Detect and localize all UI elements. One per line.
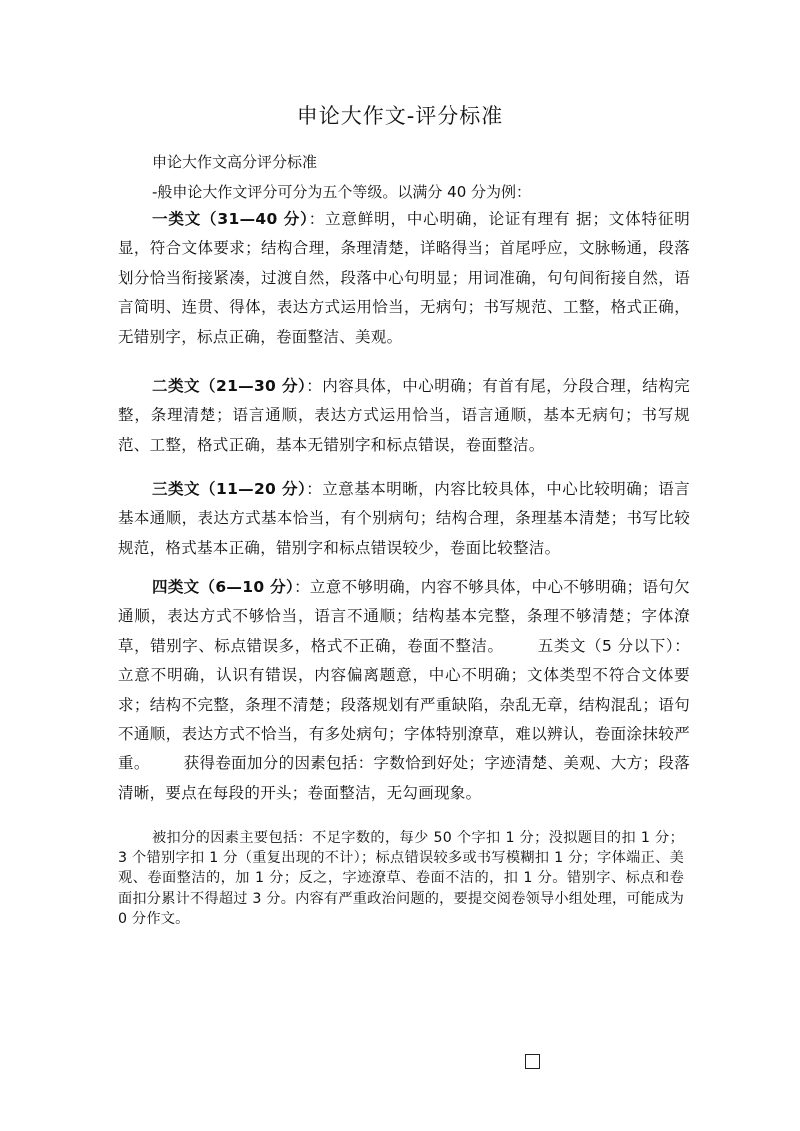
grade-5-text: ：立意不明确，认识有错误，内容偏离题意，中心不明确；文体类型不符合文体要求；结构不完整，条理不清楚；段落规划有严重缺陷，杂乱无章，结构混乱；语句不通顺，表达方式不恰当，有多处病句；字体特别潦草，难以辨认，卷面涂抹较严重。 bbox=[118, 636, 690, 773]
grade-paragraph-4-5-bonus bbox=[118, 573, 690, 808]
grade-1-label: 一类文（31—40 分） bbox=[152, 210, 309, 228]
grade-4-text: ：立意不够明确，内容不够具体，中心不够明确；语句欠通顺，表达方式不够恰当，语言不通顺；结构基本完整，条理不够清楚；字体潦草，错别字、标点错误多，格式不正确，卷面不整洁。 bbox=[118, 578, 690, 655]
deduction-paragraph bbox=[118, 828, 684, 929]
grade-5-label: 五类文（5 分以下） bbox=[537, 636, 675, 655]
grade-paragraph-2 bbox=[118, 372, 690, 460]
grade-1-text: ：立意鲜明，中心明确，论证有理有 据；文体特征明显，符合文体要求；结构合理，条理清楚，详略得当；首尾呼应，文脉畅通，段落划分恰当衔接紧凑，过渡自然，段落中心句明显；用词准确，句句间衔接自然，语言简明、连贯、得体，表达方式运用恰当，无病句；书写规范、工整，格式正确，无错别字，标点正确，卷面整洁、美观。 bbox=[118, 210, 690, 346]
bonus-text: 获得卷面加分的因素包括：字数恰到好处；字迹清楚、美观、大方；段落清晰，要点在每段的开头；卷面整洁，无勾画现象。 bbox=[118, 754, 690, 802]
checkbox-square-icon bbox=[525, 1054, 540, 1069]
deduction-text: 被扣分的因素主要包括：不足字数的，每少 50 个字扣 1 分；没拟题目的扣 1 分；3 个错别字扣 1 分（重复出现的不计）；标点错误较多或书写模糊扣 1 分；字体端正、美观、卷面整洁的，加 1 分；反之，字迹潦草、卷面不洁的，扣 1 分。错别字、标点和卷面扣分累计不得超过 3 分。内容有严重政治问题的，要提交阅卷领导小组处理，可能成为 0 分作文。 bbox=[118, 830, 684, 927]
grade-2-text: ：内容具体，中心明确；有首有尾，分段合理，结构完整，条理清楚；语言通顺，表达方式运用恰当，语言通顺，基本无病句；书写规范、工整，格式正确，基本无错别字和标点错误，卷面整洁。 bbox=[118, 377, 690, 454]
grade-2-label: 二类文（21—30 分） bbox=[152, 377, 307, 395]
grade-paragraph-3 bbox=[118, 475, 690, 563]
grade-paragraph-1 bbox=[118, 205, 690, 352]
page-title: 申论大作文-评分标准 bbox=[296, 104, 504, 128]
grade-3-text: ：立意基本明晰，内容比较具体，中心比较明确；语言基本通顺，表达方式基本恰当，有个别病句；结构合理，条理基本清楚；书写比较规范，格式基本正确，错别字和标点错误较少，卷面比较整洁。 bbox=[118, 480, 690, 557]
grade-4-label: 四类文（6—10 分） bbox=[152, 578, 295, 596]
subtitle: 申论大作文高分评分标准 bbox=[152, 153, 318, 171]
intro-line: -般申论大作文评分可分为五个等级。以满分 40 分为例： bbox=[152, 183, 532, 201]
grade-3-label: 三类文（11—20 分） bbox=[152, 480, 307, 498]
